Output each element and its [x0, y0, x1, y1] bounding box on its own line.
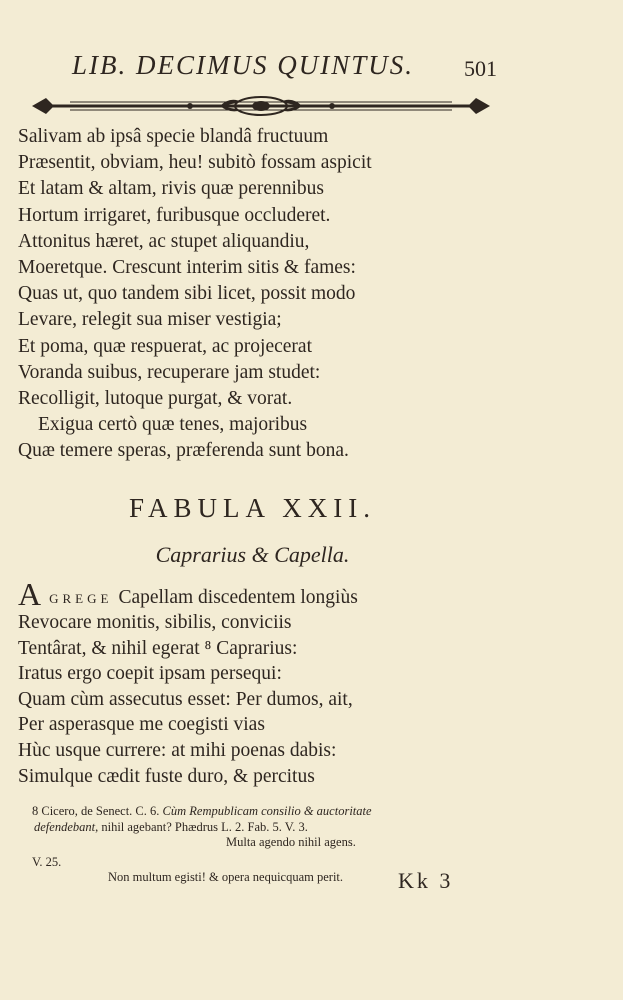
running-head	[0, 50, 623, 86]
first-line-text: Capellam discedentem longiùs	[118, 587, 358, 608]
verse-line: Voranda suibus, recuperare jam studet:	[18, 361, 321, 383]
signature-mark: Kk 3	[398, 868, 454, 893]
footnote-line	[32, 804, 512, 820]
verse-line: Moeretque. Crescunt interim sitis & fames:	[18, 256, 356, 278]
verse-line: Levare, relegit sua miser vestigia;	[18, 309, 282, 331]
footnote-quote: Cùm Rempublicam consilio & auctoritate	[162, 804, 372, 818]
footnote-line: Multa agendo nihil agens.	[226, 835, 356, 849]
footnote-citation: , nihil agebant? Phædrus L. 2. Fab. 5. V. 3.	[95, 819, 308, 834]
moral-line: Quæ temere speras, præferenda sunt bona.	[18, 440, 349, 462]
fable-first-line	[18, 578, 618, 610]
moral-line: Exigua certò quæ tenes, majoribus	[38, 414, 308, 436]
footnote-line	[32, 820, 512, 836]
page-number: 501	[464, 56, 497, 81]
verse-line: Quam cùm assecutus esset: Per dumos, ait,	[18, 688, 353, 710]
footnote-line: V. 25.	[32, 854, 62, 869]
fable-text	[18, 578, 618, 789]
verse-line: Et latam & altam, rivis quæ perennibus	[18, 178, 324, 200]
footnote-citation: 8 Cicero, de Senect. C. 6.	[32, 804, 160, 818]
running-title: LIB. DECIMUS QUINTUS.	[72, 50, 414, 80]
verse-line: Quas ut, quo tandem sibi licet, possit modo	[18, 283, 356, 305]
verse-line: Et poma, quæ respuerat, ac projecerat	[18, 335, 312, 357]
drop-initial: A	[18, 576, 42, 612]
footnote-line: Non multum egisti! & opera nequicquam perit.	[108, 870, 344, 884]
verse-line: Per asperasque me coegisti vias	[18, 714, 265, 736]
small-caps-word: GREGE	[49, 591, 113, 606]
fable-subtitle: Caprarius & Capella.	[155, 542, 350, 567]
fable-heading: FABULA XXII.	[129, 493, 376, 523]
verse-line: Simulque cædit fuste duro, & percitus	[18, 765, 315, 787]
verse-line: Tentârat, & nihil egerat ⁸ Caprarius:	[18, 637, 298, 659]
decorative-rule-ornament	[30, 93, 492, 119]
verse-line: Hortum irrigaret, furibusque occluderet.	[18, 204, 331, 226]
verse-line: Attonitus hæret, ac stupet aliquandiu,	[18, 230, 310, 252]
verse-line: Salivam ab ipsâ specie blandâ fructuum	[18, 126, 329, 147]
verse-line: Præsentit, obviam, heu! subitò fossam aspicit	[18, 152, 372, 174]
verse-block-top	[18, 124, 618, 464]
footnote-quote: defendebant	[34, 819, 96, 834]
verse-line: Hùc usque currere: at mihi poenas dabis:	[18, 739, 337, 761]
verse-line: Recolligit, lutoque purgat, & vorat.	[18, 387, 293, 409]
verse-line: Revocare monitis, sibilis, conviciis	[18, 612, 292, 633]
verse-line: Iratus ergo coepit ipsam persequi:	[18, 663, 282, 685]
